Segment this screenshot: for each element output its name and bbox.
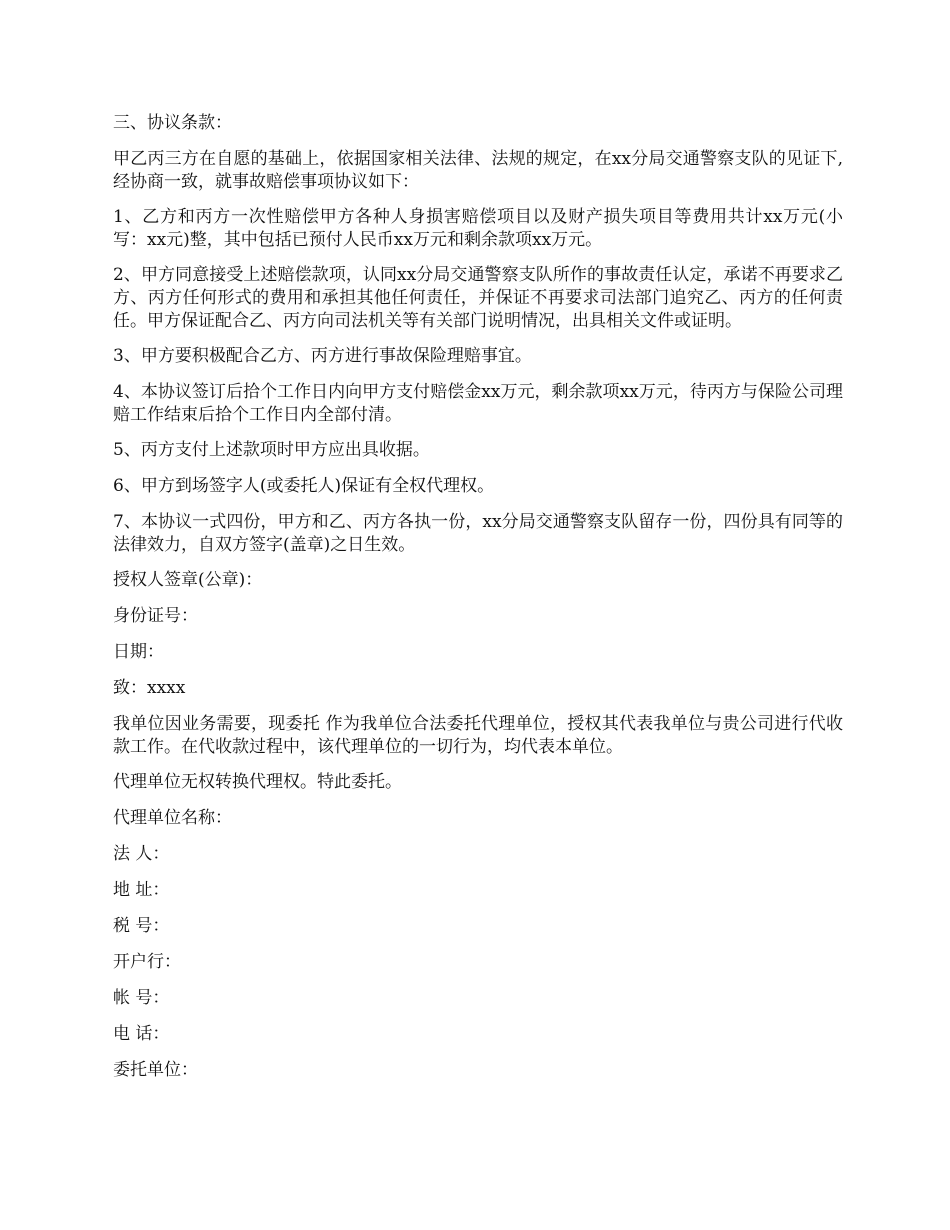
clause-1: 1、乙方和丙方一次性赔偿甲方各种人身损害赔偿项目以及财产损失项目等费用共计xx万元(小写：xx元)整，其中包括已预付人民币xx万元和剩余款项xx万元。 <box>113 207 843 250</box>
clause-6: 6、甲方到场签字人(或委托人)保证有全权代理权。 <box>113 476 495 496</box>
section-title: 三、协议条款： <box>113 113 232 133</box>
phone-field: 电 话： <box>113 1024 170 1044</box>
authorization-note: 代理单位无权转换代理权。特此委托。 <box>113 772 402 792</box>
intro-paragraph: 甲乙丙三方在自愿的基础上，依据国家相关法律、法规的规定，在xx分局交通警察支队的见证下,经协商一致，就事故赔偿事项协议如下： <box>113 149 843 192</box>
date-label: 日期： <box>113 642 164 662</box>
clause-2: 2、甲方同意接受上述赔偿款项，认同xx分局交通警察支队所作的事故责任认定，承诺不再要求乙方、丙方任何形式的费用和承担其他任何责任，并保证不再要求司法部门追究乙、丙方的任何责任。甲方保证配合乙、丙方向司法机关等有关部门说明情况，出具相关文件或证明。 <box>113 265 843 331</box>
document-page <box>113 112 843 1095</box>
clause-4: 4、本协议签订后拾个工作日内向甲方支付赔偿金xx万元，剩余款项xx万元，待丙方与保险公司理赔工作结束后拾个工作日内全部付清。 <box>113 382 843 425</box>
address-field: 地 址： <box>113 880 170 900</box>
signature-label: 授权人签章(公章)： <box>113 570 263 590</box>
account-field: 帐 号： <box>113 988 170 1008</box>
clause-5: 5、丙方支付上述款项时甲方应出具收据。 <box>113 440 430 460</box>
authorization-letter-body: 我单位因业务需要，现委托 作为我单位合法委托代理单位，授权其代表我单位与贵公司进行代收款工作。在代收款过程中，该代理单位的一切行为，均代表本单位。 <box>113 714 843 757</box>
clause-3: 3、甲方要积极配合乙方、丙方进行事故保险理赔事宜。 <box>113 346 532 366</box>
clause-7: 7、本协议一式四份，甲方和乙、丙方各执一份，xx分局交通警察支队留存一份，四份具有同等的法律效力，自双方签字(盖章)之日生效。 <box>113 512 843 555</box>
principal-field: 委托单位： <box>113 1060 198 1080</box>
agent-name-field: 代理单位名称： <box>113 808 232 828</box>
bank-field: 开户行： <box>113 952 181 972</box>
id-number-label: 身份证号： <box>113 606 198 626</box>
legal-person-field: 法 人： <box>113 844 170 864</box>
tax-number-field: 税 号： <box>113 916 170 936</box>
addressee-line: 致：xxxx <box>113 678 186 698</box>
